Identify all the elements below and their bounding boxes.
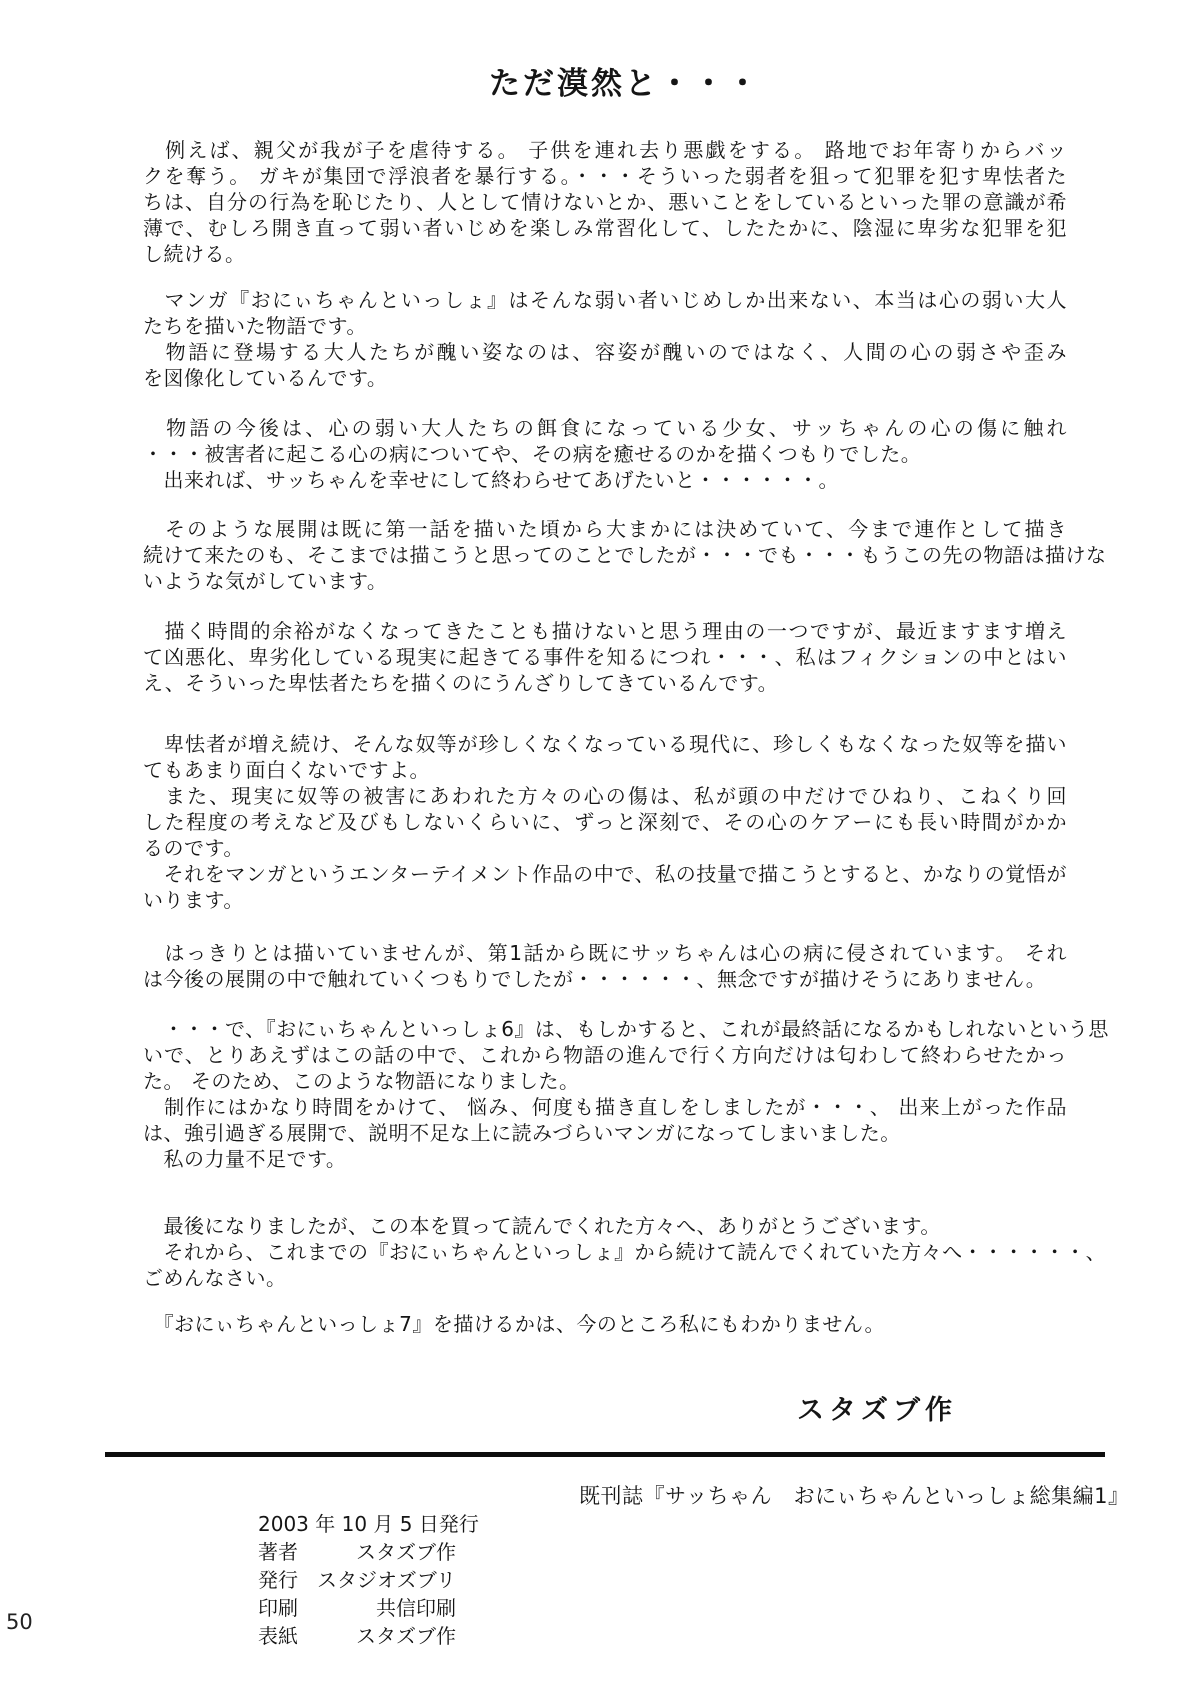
divider-line: [105, 1452, 1105, 1457]
text-line: るのです。: [143, 836, 244, 860]
text-line: ちは、自分の行為を恥じたり、人として情けないとか、悪いことをしているといった罪の意識が希: [143, 190, 1067, 214]
colophon: [258, 1510, 479, 1650]
text-line: 出来れば、サッちゃんを幸せにして終わらせてあげたいと・・・・・・。: [143, 468, 839, 492]
text-line: たちを描いた物語です。: [143, 314, 367, 338]
text-line: クを奪う。 ガキが集団で浮浪者を暴行する。・・・そういった弱者を狙って犯罪を犯す卑怯者た: [143, 164, 1067, 188]
paragraph-block: [143, 415, 1067, 493]
text-line: 制作にはかなり時間をかけて、 悩み、何度も描き直しをしましたが・・・、 出来上がった作品: [143, 1095, 1067, 1119]
text-line: た。 そのため、このような物語になりました。: [143, 1069, 580, 1093]
series-note: 既刊誌『サッちゃん おにぃちゃんといっしょ総集編1』: [579, 1484, 1130, 1508]
colophon-label: 著者: [258, 1540, 298, 1564]
colophon-label: 印刷: [258, 1596, 298, 1620]
colophon-row: [258, 1622, 456, 1650]
text-line: そのような展開は既に第一話を描いた頃から大まかには決めていて、今まで連作として描き: [143, 517, 1067, 541]
text-line: それから、これまでの『おにぃちゃんといっしょ』から続けて読んでくれていた方々へ・・・・・・、: [143, 1240, 1107, 1264]
text-line: した程度の考えなど及びもしないくらいに、ずっと深刻で、その心のケアーにも長い時間がかか: [143, 810, 1067, 834]
text-line: え、そういった卑怯者たちを描くのにうんざりしてきているんです。: [143, 671, 779, 695]
paragraph-block: [143, 1016, 1109, 1172]
paragraph-block: [143, 618, 1067, 696]
text-line: はっきりとは描いていませんが、第1話から既にサッちゃんは心の病に侵されています。 それ: [143, 941, 1067, 965]
text-line: は、強引過ぎる展開で、説明不足な上に読みづらいマンガになってしまいました。: [143, 1121, 901, 1145]
colophon-label: 発行: [258, 1568, 298, 1592]
page-number: 50: [6, 1610, 33, 1634]
text-line: ごめんなさい。: [143, 1266, 287, 1290]
colophon-label: 表紙: [258, 1624, 298, 1648]
paragraph-block: [143, 287, 1067, 391]
colophon-value: スタズブ作: [356, 1540, 456, 1564]
author-signature: スタズブ作: [797, 1395, 957, 1426]
text-line: いで、とりあえずはこの話の中で、これから物語の進んで行く方向だけは匂わして終わらせたかっ: [143, 1043, 1067, 1067]
text-line: いります。: [143, 888, 244, 912]
text-line: マンガ『おにぃちゃんといっしょ』はそんな弱い者いじめしか出来ない、本当は心の弱い大人: [143, 288, 1067, 312]
text-line: 物語に登場する大人たちが醜い姿なのは、容姿が醜いのではなく、人間の心の弱さや歪み: [143, 340, 1067, 364]
paragraph-block: [143, 1311, 1067, 1337]
paragraph-block: [143, 940, 1067, 992]
text-line: いような気がしています。: [143, 569, 388, 593]
text-line: は今後の展開の中で触れていくつもりでしたが・・・・・・、無念ですが描けそうにありません。: [143, 967, 1047, 991]
colophon-value: スタズブ作: [356, 1624, 456, 1648]
publication-date: 2003 年 10 月 5 日発行: [258, 1512, 479, 1536]
colophon-row: [258, 1566, 456, 1594]
text-line: て凶悪化、卑劣化している現実に起きてる事件を知るにつれ・・・、私はフィクションの中とはい: [143, 645, 1067, 669]
text-line: ・・・で、『おにぃちゃんといっしょ6』は、もしかすると、これが最終話になるかもしれないという思: [143, 1017, 1109, 1041]
text-line: 物語の今後は、心の弱い大人たちの餌食になっている少女、サッちゃんの心の傷に触れ: [143, 416, 1067, 440]
text-line: を図像化しているんです。: [143, 366, 388, 390]
text-line: また、現実に奴等の被害にあわれた方々の心の傷は、私が頭の中だけでひねり、こねくり回: [143, 784, 1067, 808]
colophon-row: [258, 1538, 456, 1566]
page-title: ただ漠然と・・・: [489, 66, 761, 102]
colophon-rows: [258, 1538, 456, 1650]
text-line: 私の力量不足です。: [143, 1147, 347, 1171]
colophon-row: [258, 1594, 456, 1622]
paragraph-block: [143, 731, 1067, 913]
text-line: 薄で、むしろ開き直って弱い者いじめを楽しみ常習化して、したたかに、陰湿に卑劣な犯罪を犯: [143, 216, 1067, 240]
text-line: 最後になりましたが、この本を買って読んでくれた方々へ、ありがとうございます。: [143, 1214, 941, 1238]
colophon-value: 共信印刷: [376, 1596, 456, 1620]
paragraph-block: [143, 516, 1107, 594]
text-line: ・・・被害者に起こる心の病についてや、その病を癒せるのかを描くつもりでした。: [143, 442, 922, 466]
text-line: てもあまり面白くないですよ。: [143, 758, 430, 782]
text-line: 『おにぃちゃんといっしょ7』を描けるかは、今のところ私にもわかりません。: [143, 1312, 886, 1336]
paragraph-block: [143, 1213, 1107, 1291]
text-line: 卑怯者が増え続け、そんな奴等が珍しくなくなっている現代に、珍しくもなくなった奴等を描い: [143, 732, 1067, 756]
colophon-value: スタジオズブリ: [317, 1568, 456, 1592]
text-line: 続けて来たのも、そこまでは描こうと思ってのことでしたが・・・でも・・・もうこの先の物語は描けな: [143, 543, 1107, 567]
text-line: 例えば、親父が我が子を虐待する。 子供を連れ去り悪戯をする。 路地でお年寄りからバッ: [143, 138, 1067, 162]
text-line: し続ける。: [143, 242, 246, 266]
text-line: 描く時間的余裕がなくなってきたことも描けないと思う理由の一つですが、最近ますます増え: [143, 619, 1067, 643]
paragraph-block: [143, 137, 1067, 267]
text-line: それをマンガというエンターテイメント作品の中で、私の技量で描こうとすると、かなりの覚悟が: [143, 862, 1067, 886]
